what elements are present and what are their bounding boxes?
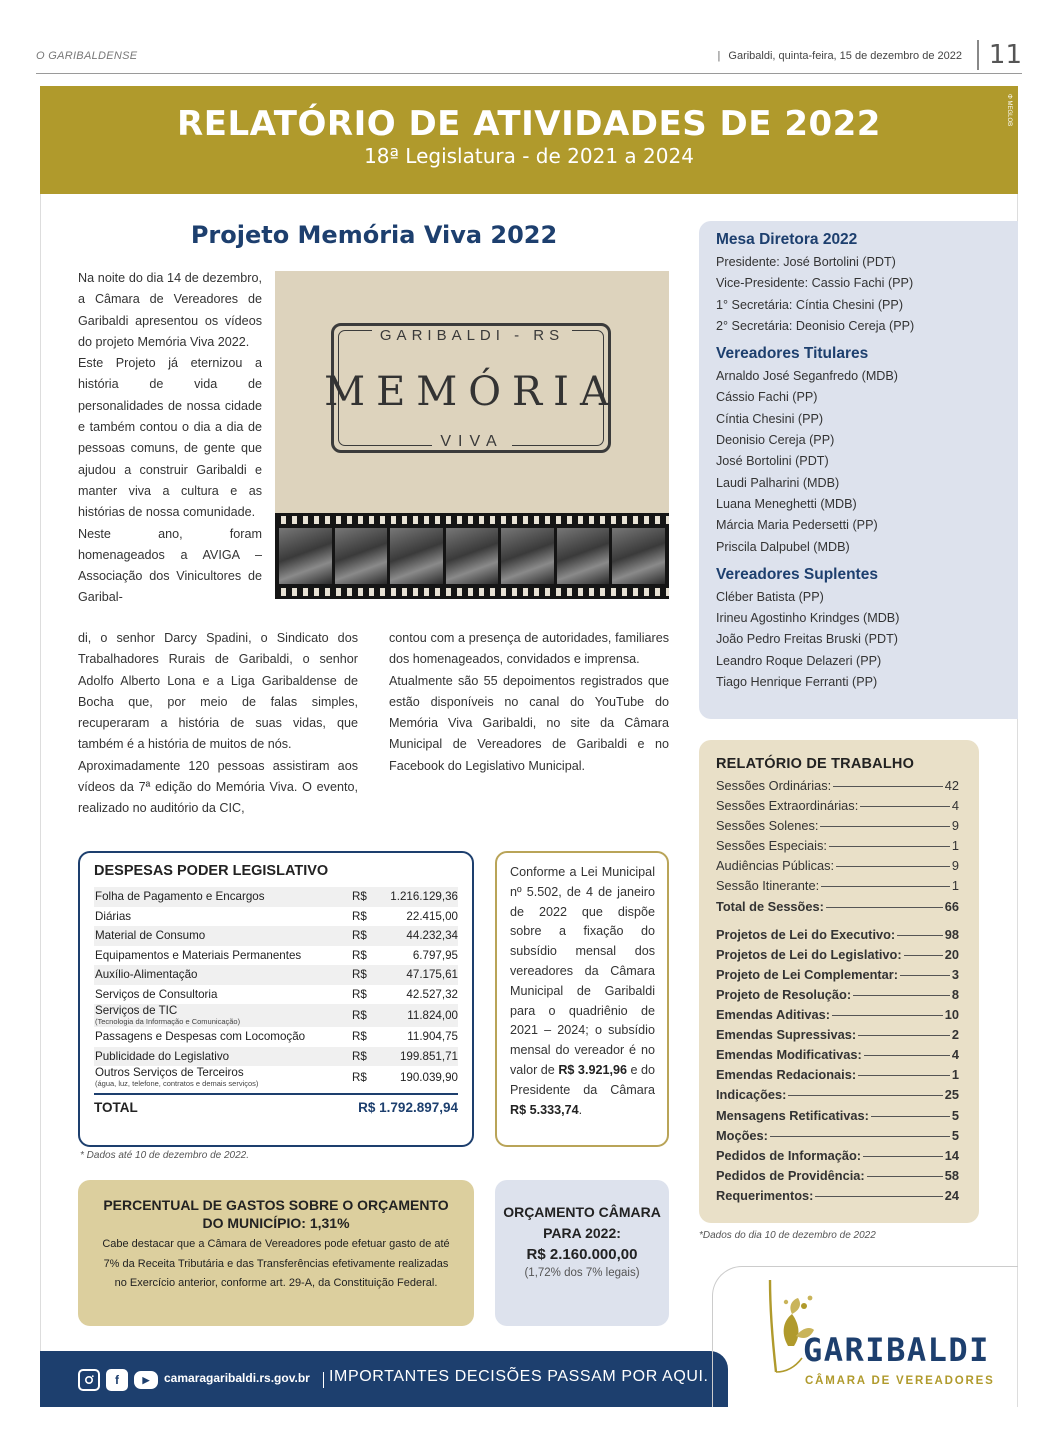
article-column-a	[78, 268, 262, 609]
mesa-item: Vice-Presidente: Cassio Fachi (PP)	[716, 276, 914, 291]
expenses-rows	[94, 887, 458, 1089]
banner-credit: Φ MEGLOB	[1006, 94, 1012, 127]
report-banner	[40, 86, 1018, 194]
expenses-title: DESPESAS PODER LEGISLATIVO	[94, 863, 329, 879]
expenses-table-box	[78, 851, 474, 1147]
expense-label-cell	[95, 988, 352, 1001]
article-paragraph: Neste ano, foram homenageados a AVIGA – Associação dos Vinicultores de Garibal-	[78, 526, 262, 605]
session-label: Sessões Solenes:	[716, 818, 819, 834]
legislative-item-row	[716, 1005, 959, 1025]
legislative-item-row	[716, 925, 959, 945]
social-icons	[78, 1369, 158, 1391]
expense-label-cell	[95, 910, 352, 923]
footer-bar	[40, 1351, 728, 1407]
expense-row	[94, 946, 458, 966]
legislative-item-label: Emendas Modificativas:	[716, 1047, 862, 1063]
expense-row	[94, 985, 458, 1005]
legislative-item-label: Pedidos de Providência:	[716, 1167, 865, 1183]
expense-currency: R$	[352, 968, 367, 982]
legislative-item-label: Projetos de Lei do Legislativo:	[716, 946, 902, 962]
legislative-item-row	[716, 945, 959, 965]
expense-value: 6.797,95	[412, 948, 458, 962]
mesa-item: 2° Secretária: Deonisio Cereja (PP)	[716, 318, 915, 333]
president-subsidy-value: R$ 5.333,74	[510, 1102, 579, 1117]
expense-label: Equipamentos e Materiais Permanentes	[95, 948, 302, 962]
expenses-total-row	[94, 1093, 458, 1119]
legislative-item-value: 58	[944, 1167, 959, 1183]
legislative-item-label: Mensagens Retificativas:	[716, 1107, 869, 1123]
session-row	[716, 856, 959, 876]
titular-item: Márcia Maria Pedersetti (PP)	[716, 518, 878, 533]
session-row	[716, 776, 959, 796]
legislative-item-value: 98	[944, 926, 959, 942]
session-label: Sessões Especiais:	[716, 838, 827, 854]
titular-item: Cíntia Chesini (PP)	[716, 411, 824, 426]
session-value: 9	[951, 818, 959, 834]
legislative-item-row	[716, 1106, 959, 1126]
website-link[interactable]: camaragaribaldi.rs.gov.br	[164, 1371, 310, 1385]
subsidy-text: e do Presidente da Câmara	[510, 1062, 655, 1097]
expense-value: 1.216.129,36	[390, 890, 458, 904]
sessions-list	[716, 776, 959, 897]
titular-item: Arnaldo José Seganfredo (MDB)	[716, 369, 899, 384]
legislative-item-row	[716, 1045, 959, 1065]
legislative-item-value: 14	[944, 1147, 959, 1163]
expense-value: 42.527,32	[406, 987, 458, 1001]
film-frame-photo	[557, 528, 610, 584]
suplente-item: Cléber Batista (PP)	[716, 589, 824, 604]
article-column-b	[78, 628, 358, 820]
expense-sublabel: (água, luz, telefone, contratos e demais serviços)	[95, 1079, 259, 1088]
legislative-items-list	[716, 925, 959, 1206]
legislative-item-value: 2	[951, 1027, 959, 1043]
titular-item: Cássio Fachi (PP)	[716, 390, 818, 405]
titular-item: José Bortolini (PDT)	[716, 454, 829, 469]
expense-currency: R$	[352, 1049, 367, 1063]
spending-percentage-box	[78, 1180, 474, 1326]
expense-label-cell	[95, 1050, 352, 1063]
film-frames	[279, 528, 665, 584]
legislative-item-label: Indicações:	[716, 1087, 787, 1103]
councilor-subsidy-value: R$ 3.921,96	[558, 1062, 627, 1077]
image-main-text: MEMÓRIA	[324, 369, 620, 415]
suplente-item: Leandro Roque Delazeri (PP)	[716, 653, 882, 668]
expense-value: 11.824,00	[407, 1009, 458, 1022]
film-frame-photo	[501, 528, 554, 584]
legislative-item-row	[716, 1025, 959, 1045]
budget-title: ORÇAMENTO CÂMARA PARA 2022:	[503, 1204, 661, 1241]
expense-value: 47.175,61	[406, 968, 458, 982]
article-paragraph: Aproximadamente 120 pessoas assistiram aos vídeos da 7ª edição do Memória Viva. O evento, realizado no auditório da CIC,	[78, 758, 358, 816]
expense-label-cell	[95, 890, 352, 903]
suplentes-title: Vereadores Suplentes	[716, 565, 878, 583]
spending-percentage-title: PERCENTUAL DE GASTOS SOBRE O ORÇAMENTO DO MUNICÍPIO: 1,31%	[103, 1197, 449, 1231]
film-strip	[275, 513, 669, 599]
session-row	[716, 816, 959, 836]
expense-value: 44.232,34	[406, 929, 458, 943]
session-label: Sessão Itinerante:	[716, 878, 820, 894]
expense-currency: R$	[352, 1009, 367, 1022]
titular-item: Luana Meneghetti (MDB)	[716, 496, 857, 511]
logo-subtitle: CÂMARA DE VEREADORES	[805, 1375, 995, 1387]
expense-label-cell	[95, 1066, 352, 1089]
film-holes-top	[275, 516, 669, 524]
expenses-total-value: R$ 1.792.897,94	[358, 1099, 458, 1115]
expense-row	[94, 926, 458, 946]
image-bottom-text: VIVA	[432, 433, 511, 450]
expense-label-cell	[95, 929, 352, 942]
expense-label: Publicidade do Legislativo	[95, 1049, 230, 1063]
titular-item: Laudi Palharini (MDB)	[716, 475, 840, 490]
mesa-item: 1° Secretária: Cíntia Chesini (PP)	[716, 297, 904, 312]
report-title: RELATÓRIO DE ATIVIDADES DE 2022	[177, 104, 881, 144]
legislative-item-row	[716, 1126, 959, 1146]
expense-currency: R$	[352, 909, 367, 923]
expense-row	[94, 1004, 458, 1027]
expense-label: Outros Serviços de Terceiros	[95, 1066, 244, 1079]
session-value: 1	[951, 838, 959, 854]
session-label: Audiências Públicas:	[716, 858, 835, 874]
legislative-item-row	[716, 965, 959, 985]
sessions-total-value: 66	[944, 898, 959, 914]
spending-percentage-text: Cabe destacar que a Câmara de Vereadores pode efetuar gasto de até 7% da Receita Tributária e das Transferências efetivamente realizadas no Exercício anterior, conforme art. 29-A, da Constituição Federal.	[102, 1238, 450, 1289]
footer-slogan: IMPORTANTES DECISÕES PASSAM POR AQUI.	[329, 1368, 709, 1385]
subsidy-text: .	[578, 1102, 583, 1117]
expense-value: 11.904,75	[407, 1030, 458, 1044]
sessions-total-label: Total de Sessões:	[716, 898, 824, 914]
suplente-item: Irineu Agostinho Krindges (MDB)	[716, 611, 900, 626]
legislative-item-label: Emendas Supressivas:	[716, 1027, 857, 1043]
session-row	[716, 836, 959, 856]
mesa-list	[716, 252, 1018, 337]
logo-name: GARIBALDI	[803, 1331, 990, 1369]
legislative-item-value: 1	[951, 1067, 959, 1083]
expense-label: Material de Consumo	[95, 929, 206, 943]
newspaper-name: O GARIBALDENSE	[36, 50, 138, 62]
legislative-item-value: 5	[951, 1107, 959, 1123]
expense-currency: R$	[352, 1030, 367, 1044]
work-report-note: *Dados do dia 10 de dezembro de 2022	[699, 1230, 876, 1241]
session-label: Sessões Extraordinárias:	[716, 798, 859, 814]
legislative-item-value: 10	[944, 1007, 959, 1023]
legislative-item-value: 20	[944, 946, 959, 962]
suplentes-list	[716, 587, 1018, 693]
session-label: Sessões Ordinárias:	[716, 778, 832, 793]
expense-sublabel: (Tecnologia da Informação e Comunicação)	[95, 1017, 241, 1026]
expense-currency: R$	[352, 948, 367, 962]
legislative-item-label: Projetos de Lei do Executivo:	[716, 926, 896, 942]
session-value: 4	[951, 798, 959, 814]
titulares-title: Vereadores Titulares	[716, 345, 869, 363]
expense-row	[94, 965, 458, 985]
legislative-item-row	[716, 1146, 959, 1166]
legislative-item-value: 5	[951, 1127, 959, 1143]
article-paragraph: di, o senhor Darcy Spadini, o Sindicato dos Trabalhadores Rurais de Garibaldi, o senhor Adolfo Alberto Lona e a Liga Garibaldense de Bocha que, por meio de falas simples, recuperaram a história de suas vidas, que também é a história de muitos de nós.	[78, 631, 358, 752]
expense-label-cell	[95, 1030, 352, 1043]
image-location-text: GARIBALDI - RS	[372, 327, 572, 344]
legislative-item-label: Pedidos de Informação:	[716, 1147, 862, 1163]
session-value: 9	[951, 858, 959, 874]
council-sidebar	[699, 221, 1018, 719]
expense-row	[94, 1047, 458, 1067]
budget-note: (1,72% dos 7% legais)	[524, 1267, 640, 1279]
work-report-title: RELATÓRIO DE TRABALHO	[716, 756, 915, 772]
memoria-viva-image	[275, 271, 669, 599]
legislative-item-value: 3	[951, 966, 959, 982]
legislative-item-value: 4	[951, 1047, 959, 1063]
titular-item: Deonisio Cereja (PP)	[716, 433, 835, 448]
legislative-item-row	[716, 1065, 959, 1085]
expense-label: Diárias	[95, 909, 132, 923]
work-report-box	[699, 740, 979, 1223]
expense-label-cell	[95, 968, 352, 981]
expense-row	[94, 907, 458, 927]
expense-row	[94, 1027, 458, 1047]
expenses-total-label: TOTAL	[94, 1099, 138, 1115]
session-row	[716, 876, 959, 896]
article-column-c	[389, 628, 669, 777]
article-paragraph: Este Projeto já eternizou a história de vida de personalidades de nossa cidade e também contou o dia a dia de pessoas comuns, de gente que ajudou a construir Garibaldi e manter viva a cultura e as histórias de nossa comunidade.	[78, 356, 262, 520]
titular-item: Priscila Dalpubel (MDB)	[716, 539, 850, 554]
session-value: 42	[944, 778, 959, 793]
expense-currency: R$	[352, 1071, 367, 1084]
expenses-note: * Dados até 10 de dezembro de 2022.	[80, 1150, 250, 1161]
film-holes-bottom	[275, 588, 669, 596]
expense-label: Passagens e Despesas com Locomoção	[95, 1030, 306, 1044]
legislative-item-label: Requerimentos:	[716, 1187, 814, 1203]
legislative-item-label: Moções:	[716, 1127, 768, 1143]
legislative-item-value: 25	[944, 1087, 959, 1103]
article-paragraph: Atualmente são 55 depoimentos registrados que estão disponíveis no canal do YouTube do Memória Viva Garibaldi, no site da Câmara Municipal de Vereadores de Garibaldi e no Facebook do Legislativo Municipal.	[389, 673, 669, 773]
legislative-item-label: Emendas Aditivas:	[716, 1007, 831, 1023]
expense-currency: R$	[352, 890, 367, 904]
page-header	[36, 40, 1022, 74]
legislative-item-row	[716, 1166, 959, 1186]
mesa-title: Mesa Diretora 2022	[716, 231, 858, 248]
subsidy-text: Conforme a Lei Municipal nº 5.502, de 4 de janeiro de 2022 que dispõe sobre a fixação do subsídio mensal dos vereadores da Câmara Municipal de Garibaldi para o quadriênio de 2021 – 2024; o subsídio mensal do vereador é no valor de	[510, 865, 655, 1077]
expense-label: Serviços de Consultoria	[95, 987, 218, 1001]
legislative-item-label: Projeto de Lei Complementar:	[716, 966, 899, 982]
report-subtitle: 18ª Legislatura - de 2021 a 2024	[364, 144, 694, 168]
suplente-item: João Pedro Freitas Bruski (PDT)	[716, 632, 898, 647]
expense-value: 190.039,90	[399, 1071, 458, 1084]
subsidy-law-box	[495, 851, 669, 1147]
legislative-item-label: Projeto de Resolução:	[716, 986, 852, 1002]
legislative-item-row	[716, 985, 959, 1005]
suplente-item: Tiago Henrique Ferranti (PP)	[716, 675, 878, 690]
page-number: 11	[977, 40, 1022, 70]
legislative-item-value: 8	[951, 986, 959, 1002]
expense-label: Auxílio-Alimentação	[95, 968, 198, 982]
expense-currency: R$	[352, 929, 367, 943]
issue-date: | Garibaldi, quinta-feira, 15 de dezembro de 2022	[718, 50, 962, 62]
legislative-item-row	[716, 1085, 959, 1105]
session-value: 1	[951, 878, 959, 894]
expense-currency: R$	[352, 987, 367, 1001]
expense-label: Serviços de TIC	[95, 1004, 178, 1017]
film-frame-photo	[279, 528, 332, 584]
expense-value: 22.415,00	[406, 909, 458, 923]
titulares-list	[716, 366, 1018, 558]
budget-box	[495, 1180, 669, 1326]
article-paragraph: contou com a presença de autoridades, familiares dos homenageados, convidados e imprensa.	[389, 631, 669, 667]
session-row	[716, 796, 959, 816]
expense-label: Folha de Pagamento e Encargos	[95, 890, 265, 904]
film-frame-photo	[446, 528, 499, 584]
article-title: Projeto Memória Viva 2022	[190, 221, 558, 249]
expense-row	[94, 1066, 458, 1089]
mesa-item: Presidente: José Bortolini (PDT)	[716, 255, 896, 269]
legislative-item-value: 24	[944, 1187, 959, 1203]
expense-row	[94, 887, 458, 907]
facebook-icon[interactable]: f	[106, 1369, 128, 1391]
legislative-item-label: Emendas Redacionais:	[716, 1067, 857, 1083]
expense-label-cell	[95, 1004, 352, 1027]
film-frame-photo	[335, 528, 388, 584]
film-frame-photo	[612, 528, 665, 584]
article-paragraph: Na noite do dia 14 de dezembro, a Câmara de Vereadores de Garibaldi apresentou os vídeos do projeto Memória Viva 2022.	[78, 271, 262, 349]
expense-label-cell	[95, 949, 352, 962]
expense-value: 199.851,71	[399, 1049, 458, 1063]
sessions-total-row	[716, 897, 959, 917]
legislative-item-row	[716, 1186, 959, 1206]
instagram-icon[interactable]	[78, 1369, 100, 1391]
film-frame-photo	[390, 528, 443, 584]
youtube-icon[interactable]: ▶	[134, 1371, 158, 1389]
budget-value: R$ 2.160.000,00	[526, 1246, 638, 1263]
